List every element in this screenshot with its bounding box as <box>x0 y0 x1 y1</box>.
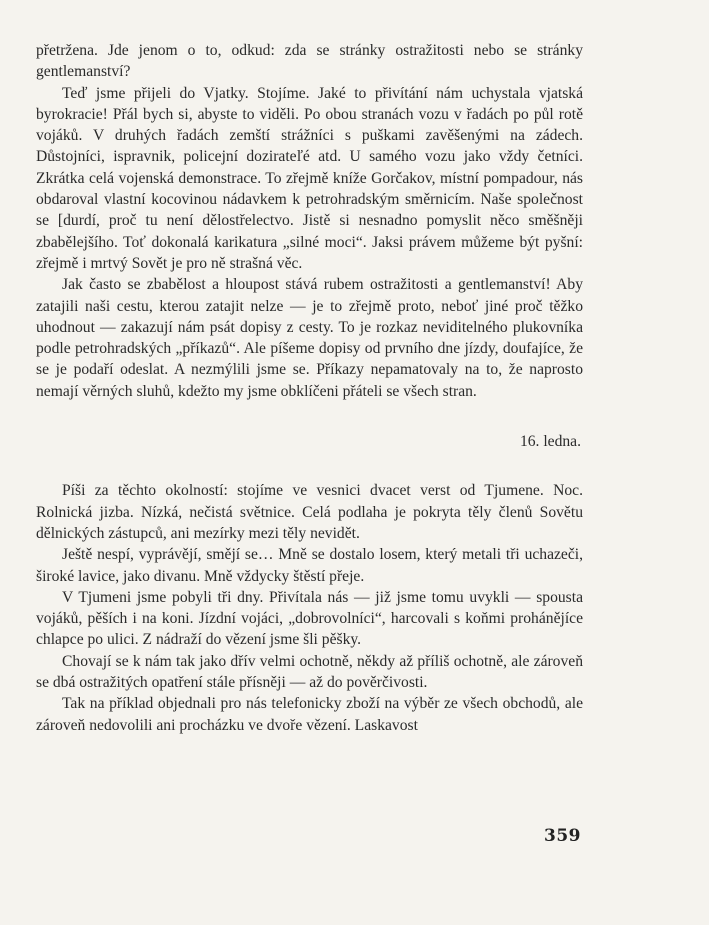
paragraph: přetržena. Jde jenom o to, odkud: zda se stránky ostražitosti nebo se stránky gentlemanství? <box>36 42 583 81</box>
paragraph: Píši za těchto okolností: stojíme ve vesnici dvacet verst od Tjumene. Noc. Rolnická jizba. Nízká, nečistá světnice. Celá podlaha je pokryta těly členů Sovětu dělnických zástupců, ani mezírky mezi těly nevidět. <box>36 482 583 542</box>
paragraph: Ještě nespí, vyprávějí, smějí se… Mně se dostalo losem, který metali tři uchazeči, široké lavice, jako divanu. Mně vždycky štěstí přeje. <box>36 546 583 585</box>
paragraph: Teď jsme přijeli do Vjatky. Stojíme. Jaké to přivítání nám uchystala vjatská byrokracie! Přál bych si, abyste to viděli. Po obou stranách vozu v řadách po půl rotě vojáků. V druhých řadách zemští strážníci s puškami zavěšenými na zádech. Důstojníci, ispravnik, policejní dozirateľé atd. U samého vozu jako vždy četníci. Zkrátka celá vojenská demonstrace. To zřejmě kníže Gorčakov, místní pompadour, nás obdaroval vlastní kocovinou nádavkem k petrohradským směrnicím. Naše společnost se [durdí, proč tu není dělostřelectvo. Jistě si nesnadno pomyslit něco směšněji zbabělejšího. Toť dokonalá karikatura „silné moci“. Jaksi právem můžeme být pyšní: zřejmě i mrtvý Sovět je pro ně strašná věc. <box>36 84 583 272</box>
book-page <box>36 40 583 736</box>
section-one <box>36 40 583 402</box>
paragraph: Tak na příklad objednali pro nás telefonicky zboží na výběr ze všech obchodů, ale zároveň nedovolili ani procházku ve dvoře vězení. Laskavost <box>36 695 583 734</box>
paragraph: V Tjumeni jsme pobyli tři dny. Přivítala nás — již jsme tomu uvykli — spousta vojáků, pěších i na koni. Jízdní vojáci, „dobrovolníci“, harcovali s koňmi prohánějíce chlapce po ulici. Z nádraží do vězení jsme šli pěšky. <box>36 588 583 649</box>
paragraph: Jak často se zbabělost a hloupost stává rubem ostražitosti a gentlemanství! Aby zatajili naši cestu, kterou zatajit nelze — je to zřejmě proto, neboť jiné proč těžko uhodnout — zakazují nám psát dopisy z cesty. To je rozkaz neviditelného plukovníka podle petrohradských „příkazů“. Ale píšeme dopisy od prvního dne jízdy, doufajíce, že se je podaří odeslat. A nezmýlili jsme se. Příkazy nepamatovaly na to, že naprosto nemají věrných sluhů, kdežto my jsme obklíčeni přáteli se všech stran. <box>36 276 583 400</box>
date-heading: 16. ledna. <box>519 433 581 451</box>
paragraph: Chovají se k nám tak jako dřív velmi ochotně, někdy až příliš ochotně, ale zároveň se dbá ostražitých opatření stále přísněji — až do pověrčivosti. <box>36 652 583 692</box>
section-two <box>36 480 583 736</box>
page-number: 359 <box>544 826 581 846</box>
